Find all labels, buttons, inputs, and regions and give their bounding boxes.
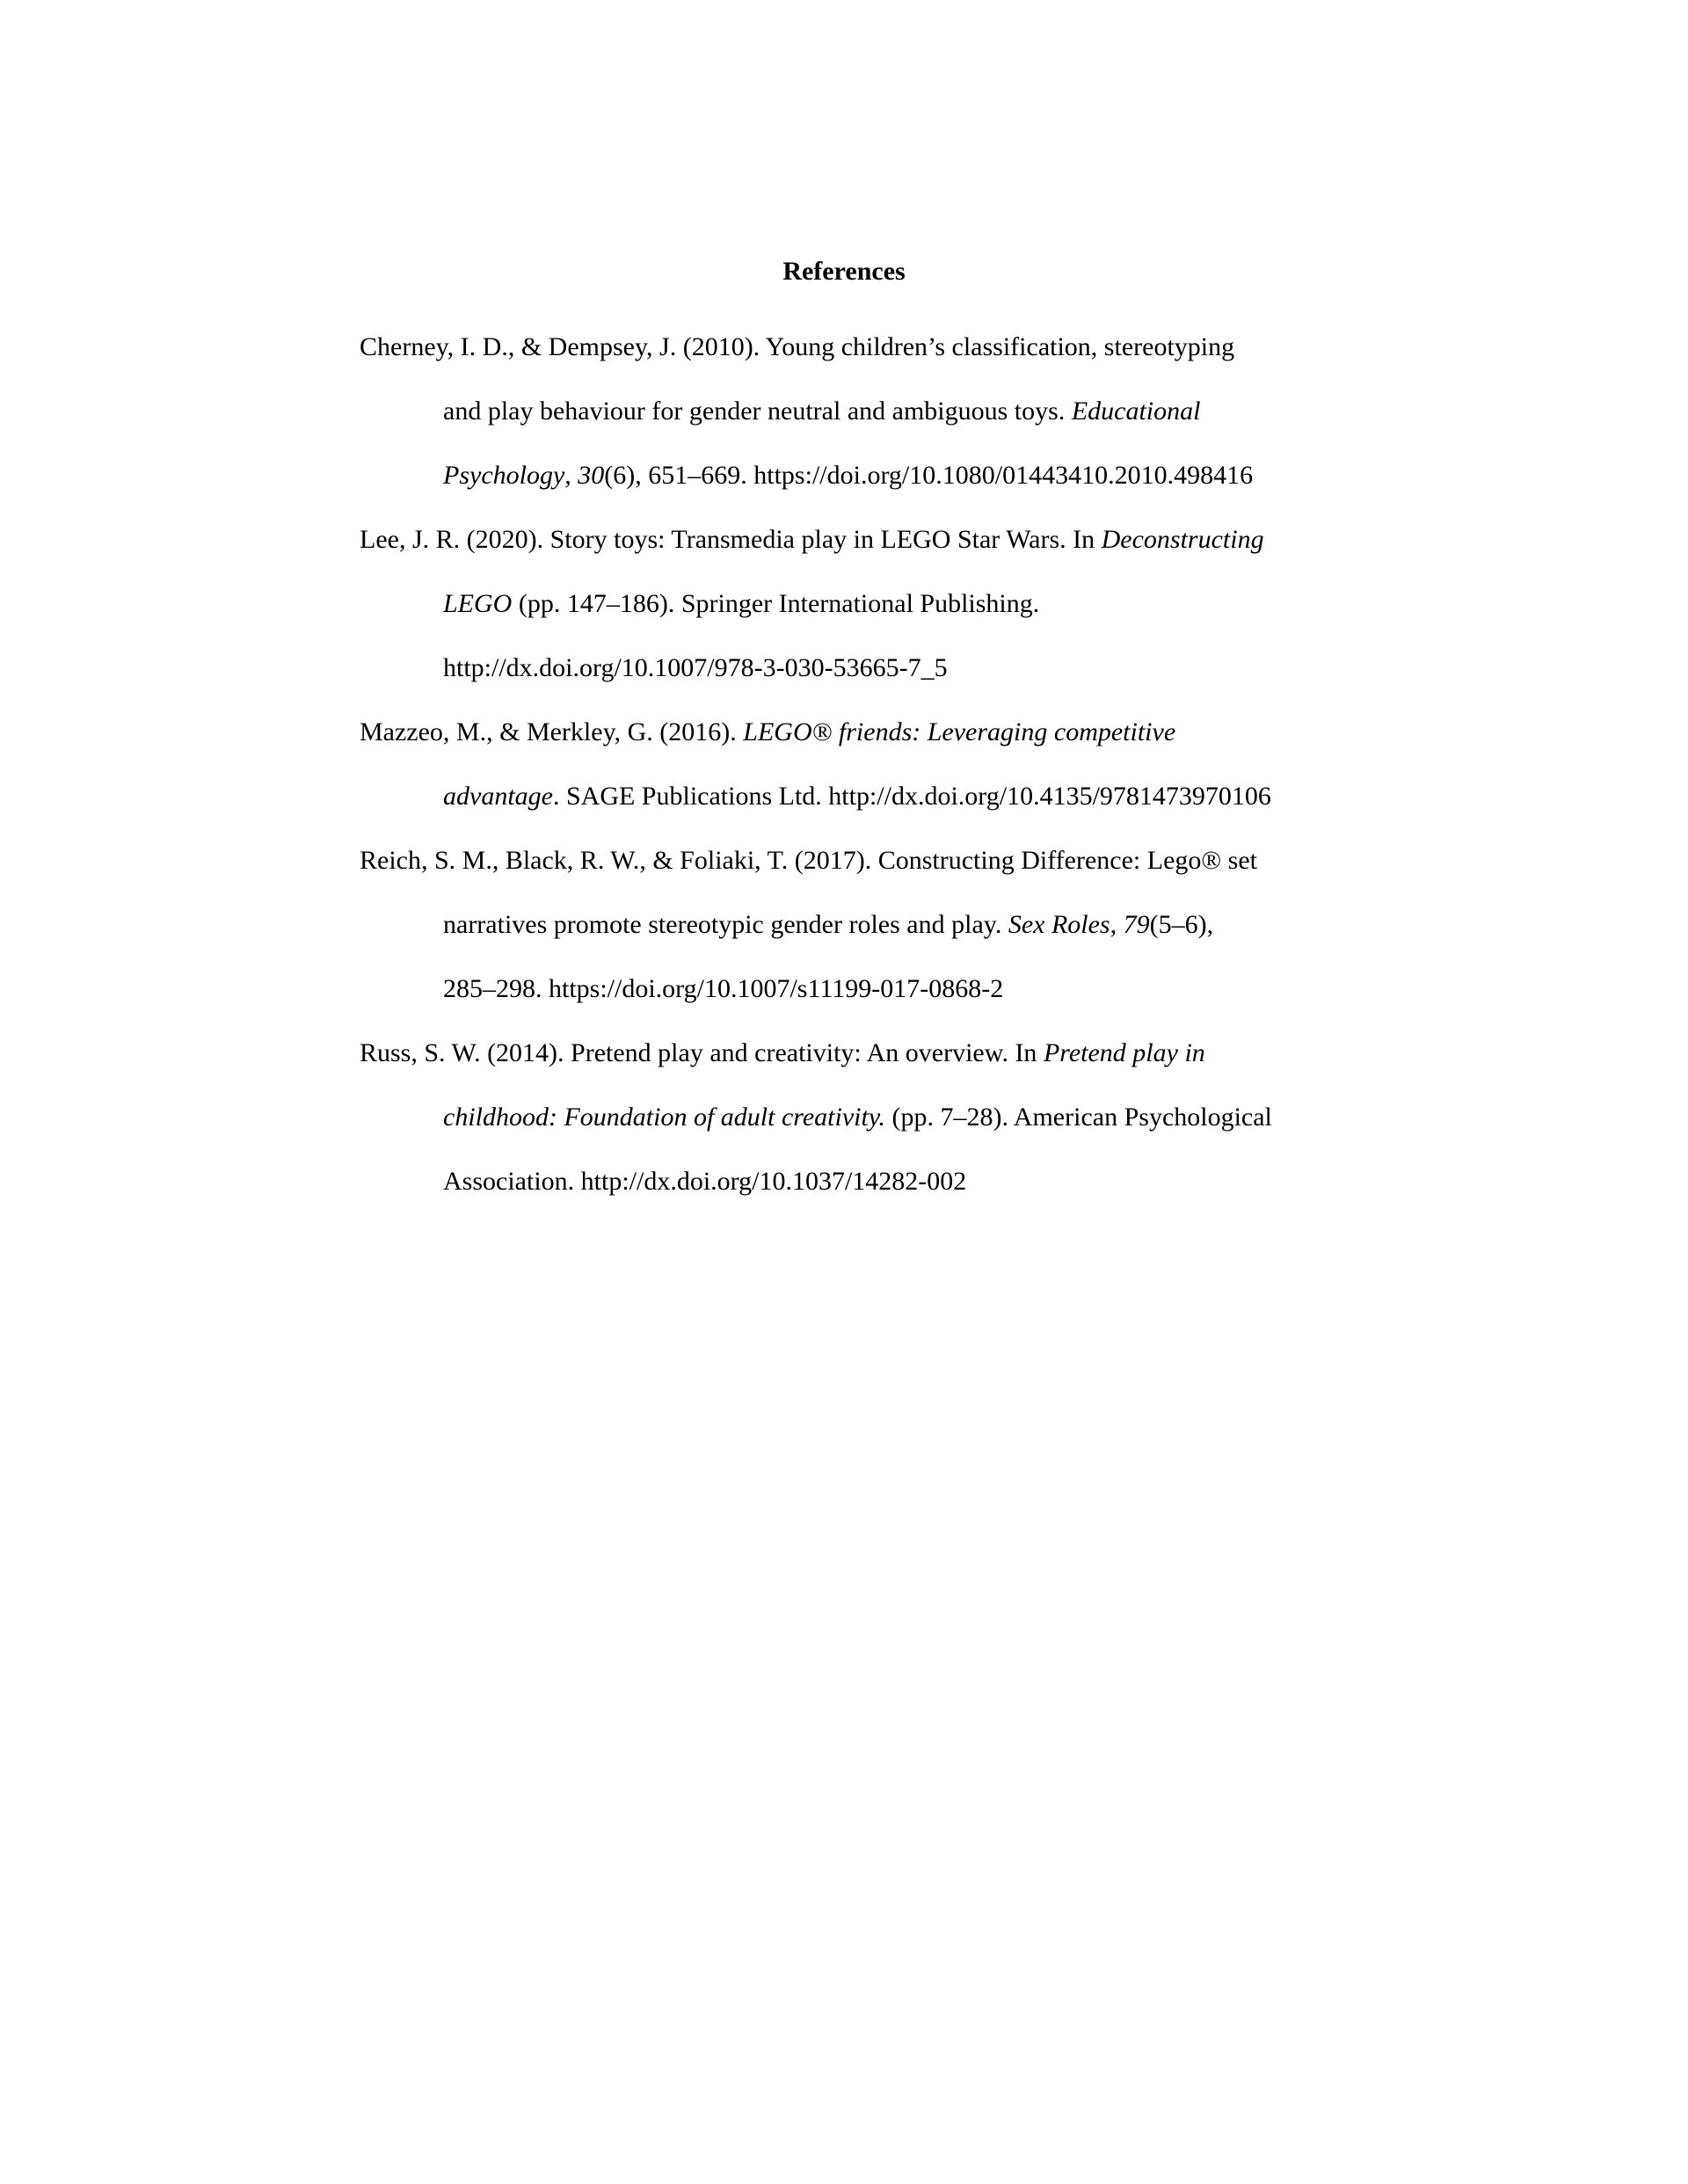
reference-line [360,315,1371,379]
reference-italic-text: Sex Roles [1008,910,1110,939]
reference-text: Mazzeo, M., & Merkley, G. (2016). [360,717,744,746]
reference-text: 285–298. https://doi.org/10.1007/s11199-017-0868-2 [443,974,1004,1003]
reference-text: (pp. 7–28). American Psychological [884,1103,1272,1132]
reference-text: http://dx.doi.org/10.1007/978-3-030-53665-7_5 [443,653,948,682]
reference-line [360,700,1371,764]
reference-italic-text: childhood: Foundation of adult creativity. [443,1103,885,1132]
reference-line [360,957,1371,1021]
reference-text: Cherney, I. D., & Dempsey, J. (2010). Young children’s classification, stereotyping [360,332,1235,361]
reference-entry [360,700,1371,828]
reference-text: Lee, J. R. (2020). Story toys: Transmedia play in LEGO Star Wars. In [360,525,1102,554]
reference-italic-text: 30 [578,461,605,490]
reference-italic-text: Psychology [443,461,565,490]
reference-italic-text: Pretend play in [1043,1038,1205,1067]
reference-italic-text: LEGO [443,589,513,618]
reference-list [360,315,1371,1213]
reference-line [360,828,1371,892]
reference-italic-text: Deconstructing [1101,525,1264,554]
reference-text: Association. http://dx.doi.org/10.1037/14282-002 [443,1167,967,1196]
reference-text: , [564,461,578,490]
reference-line [360,379,1371,443]
reference-text: . SAGE Publications Ltd. http://dx.doi.org/10.4135/9781473970106 [552,782,1271,811]
reference-entry [360,1021,1371,1213]
reference-line [360,764,1371,828]
reference-text: (5–6), [1149,910,1214,939]
reference-line [360,1149,1371,1213]
reference-line [360,892,1371,957]
reference-entry [360,828,1371,1021]
reference-text: (pp. 147–186). Springer International Publishing. [512,589,1040,618]
reference-line [360,443,1371,507]
reference-line [360,571,1371,636]
reference-italic-text: 79 [1123,910,1150,939]
reference-text: Reich, S. M., Black, R. W., & Foliaki, T. (2017). Constructing Difference: Lego® set [360,846,1257,875]
page-title: References [782,257,906,286]
reference-text: (6), 651–669. https://doi.org/10.1080/01443410.2010.498416 [604,461,1254,490]
reference-italic-text: Educational [1071,397,1201,426]
reference-line [360,636,1371,700]
reference-line [360,1085,1371,1149]
reference-text: and play behaviour for gender neutral and ambiguous toys. [443,397,1072,426]
reference-italic-text: LEGO® friends: Leveraging competitive [743,717,1176,746]
reference-text: , [1110,910,1124,939]
reference-entry [360,315,1371,507]
reference-text: narratives promote stereotypic gender roles and play. [443,910,1008,939]
reference-line [360,507,1371,571]
reference-entry [360,507,1371,700]
reference-italic-text: advantage [443,782,553,811]
reference-line [360,1021,1371,1085]
reference-text: Russ, S. W. (2014). Pretend play and creativity: An overview. In [360,1038,1044,1067]
